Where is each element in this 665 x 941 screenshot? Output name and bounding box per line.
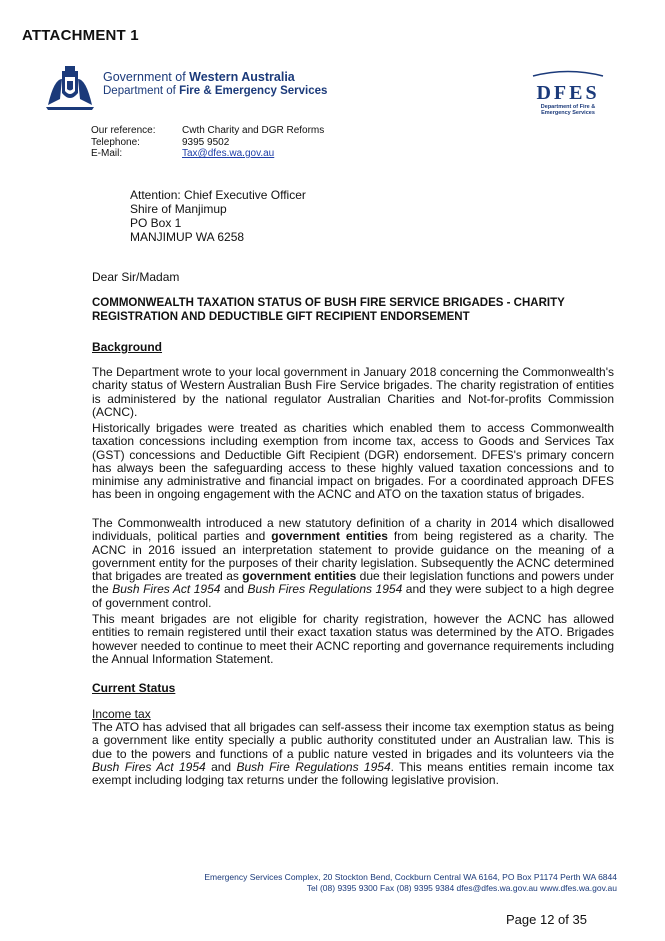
reference-block [91,125,324,160]
email-link[interactable]: Tax@dfes.wa.gov.au [182,148,275,159]
footer-contact: Tel (08) 9395 9300 Fax (08) 9395 9384 dfes@dfes.wa.gov.au www.dfes.wa.gov.au [306,883,617,893]
reference-row: Our reference: Cwth Charity and DGR Reforms [91,125,325,136]
footer-address: Emergency Services Complex, 20 Stockton Bend, Cockburn Central WA 6164, PO Box P1174 Perth WA 6844 [204,872,617,882]
telephone-row: Telephone: 9395 9502 [91,136,230,148]
department-line: Department of Fire & Emergency Services [103,85,328,97]
background-paragraph-2: Historically brigades were treated as charities which enabled them to access Commonwealth taxation concessions including exemption from income tax, access to Goods and Services Tax (GST) concessions and Deductible Gift Recipient (DGR) endorsement. DFES's primary concern has always been the safeguarding access to these highly valued taxation concessions and to minimise any administrative and financial impact on brigades. For a coordinated approach DFES has been in ongoing engagement with the ACNC and ATO on the taxation status of brigades. [92,421,614,502]
email-row: E-Mail: Tax@dfes.wa.gov.au [91,148,275,159]
salutation: Dear Sir/Madam [92,270,180,284]
wa-coat-of-arms-icon [44,65,96,111]
dfes-logo-subtitle-1: Department of Fire & [540,104,596,110]
page-number: Page 12 of 35 [506,912,587,927]
background-paragraph-3: The Commonwealth introduced a new statutory definition of a charity in 2014 which disallowed individuals, political parties and government entities from being registered as a charity. The ACNC in 2016 issued an interpretation statement to provide guidance on the meaning of a government entity for the purposes of their charity legislation. Subsequently the ACNC determined that brigades are treated as government entities due their legislation functions and powers under the Bush Fires Act 1954 and Bush Fires Regulations 1954 and they were subject to a high degree of government control. [92,516,615,610]
letterhead-footer [130,872,617,894]
letter-title: COMMONWEALTH TAXATION STATUS OF BUSH FIRE SERVICE BRIGADES - CHARITY REGISTRATION AND DEDUCTIBLE GIFT RECIPIENT ENDORSEMENT [92,297,565,323]
dfes-arc-icon [527,69,609,77]
government-line: Government of Western Australia [103,70,295,84]
background-paragraph-4: This meant brigades are not eligible for charity registration, however the ACNC has allowed entities to remain registered until their exact taxation status was determined by the ATO. Brigades however needed to continue to meet their ACNC reporting and governance requirements including the Annual Information Statement. [92,612,614,666]
dfes-logo-subtitle-2: Emergency Services [541,110,595,116]
background-heading: Background [92,340,163,354]
attachment-label: ATTACHMENT 1 [22,27,139,44]
dfes-logo-text: DFES [536,82,600,104]
income-tax-subheading: Income tax [92,707,151,721]
income-tax-paragraph: The ATO has advised that all brigades can self-assess their income tax exemption status as being a government like entity specially a public authority constituted under an Australian law. This is due to the powers and functions of a public nature vested in brigades and its volunteers via the Bush Fires Act 1954 and Bush Fire Regulations 1954. This means entities remain income tax exempt including lodging tax returns under the following legislative provision. [92,720,615,788]
dfes-logo [527,64,609,116]
background-paragraph-1: The Department wrote to your local government in January 2018 concerning the Commonwealth's charity status of Western Australian Bush Fire Service brigades. The charity registration of entities is administered by the national regulator Australian Charities and Not-for-profits Commission (ACNC). [92,365,614,419]
recipient-address: Attention: Chief Executive Officer Shire of Manjimup PO Box 1 MANJIMUP WA 6258 [130,188,306,244]
government-heading [103,70,327,98]
current-status-heading: Current Status [92,681,176,695]
